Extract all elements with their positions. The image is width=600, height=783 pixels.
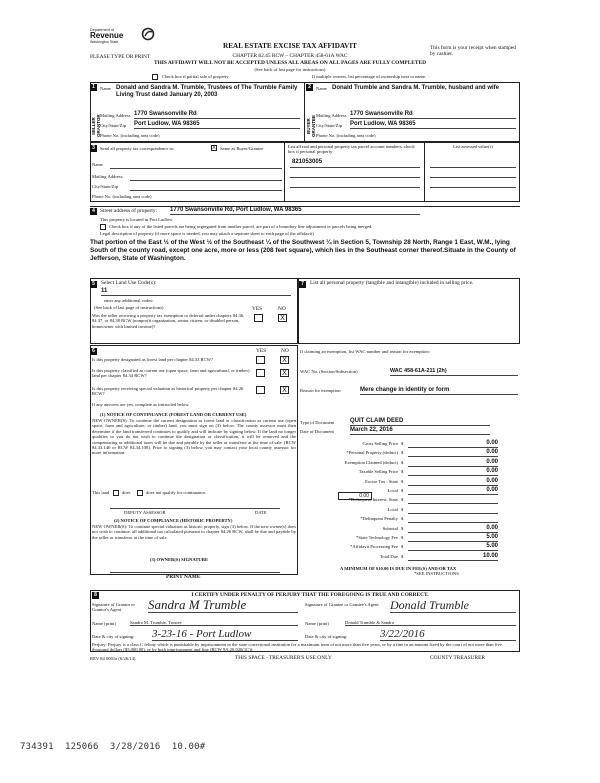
assessed-line bbox=[430, 167, 516, 168]
divider bbox=[424, 142, 425, 202]
buyer-mailing-label: Mailing Address bbox=[316, 113, 347, 118]
exemption-no-checkbox[interactable]: X bbox=[278, 314, 287, 322]
tax-row-label: Taxable Selling Price bbox=[358, 469, 398, 475]
tax-row-currency: $ bbox=[401, 459, 404, 465]
parcel-line bbox=[290, 177, 420, 178]
tax-row-value: 0.00 bbox=[408, 449, 498, 457]
historic-yes-checkbox[interactable] bbox=[256, 386, 265, 394]
grantor-name: Sandra M. Trumble, Trustee bbox=[130, 620, 298, 626]
forest-no-checkbox[interactable]: X bbox=[280, 356, 289, 364]
notice-1-body: NEW OWNER(S): To continue the current designation as forest land or classification as current use (open space, farm and agriculture, or timber) land, you must sign on (3) below. The county assessor must then determine if the land transferred continues to qualify and will indicate by signing below. If the land no longer qualifies or you do not wish to continue the designation or classification, it will be removed and the compensating or additional taxes will be due and payable by the seller or transferor at the time of sale. (RCW 84.33.140 or RCW 84.34.108). Prior to signing (3) below, you may contact your local county assessor for more information. bbox=[92, 418, 296, 456]
tax-row-currency: $ bbox=[401, 553, 404, 559]
partial-sale-label: Check box if partial sale of property bbox=[162, 74, 229, 79]
exemption-reason: Mere change in identity or form bbox=[360, 387, 518, 395]
section-5-no: NO bbox=[278, 306, 286, 312]
tax-row-currency: $ bbox=[401, 516, 404, 522]
forest-yes-checkbox[interactable] bbox=[256, 356, 265, 364]
parcel-number: 821053005 bbox=[292, 159, 323, 165]
exemption-yes-checkbox[interactable] bbox=[254, 314, 263, 322]
tax-row-label: *State Technology Fee bbox=[356, 535, 398, 540]
grantor-signature: Sandra M Trumble bbox=[148, 598, 298, 613]
additional-codes: enter any additional codes: bbox=[104, 298, 154, 303]
tax-row-label: *Delinquent Penalty bbox=[360, 516, 398, 522]
logo-swirl-icon bbox=[141, 27, 155, 41]
tax-row-value: 5.00 bbox=[408, 534, 498, 542]
assessed-line bbox=[430, 177, 516, 178]
buyer-phone-label: Phone No. (including area code) bbox=[316, 133, 376, 138]
wac-label: WAC No. (Section/Subsection) bbox=[300, 369, 358, 374]
seller-side-label: SELLER GRANTOR bbox=[91, 114, 101, 138]
treasurer-use-only: THIS SPACE - TREASURER'S USE ONLY bbox=[235, 655, 332, 661]
land-use-see-back: (See back of last page of instructions) bbox=[94, 305, 164, 310]
multiple-owners-label: If multiple owners, list percentage of ownership next to name. bbox=[312, 74, 427, 79]
divider bbox=[284, 142, 285, 202]
county-treasurer: COUNTY TREASURER bbox=[430, 655, 485, 661]
does-not-checkbox[interactable] bbox=[137, 490, 143, 496]
buyer-city: Port Ludlow, WA 98365 bbox=[350, 121, 516, 129]
personal-property-label: List all personal property (tangible and intangible) included in selling price. bbox=[310, 280, 474, 286]
section-6-no: NO bbox=[281, 348, 289, 354]
section-2-number: 2 bbox=[306, 84, 313, 91]
tax-row-value: 0.00 bbox=[408, 478, 498, 486]
section-6-number: 6 bbox=[90, 348, 97, 355]
recording-stamp: 734391 125066 3/28/2016 10.00# bbox=[20, 742, 206, 752]
please-type: PLEASE TYPE OR PRINT bbox=[90, 54, 151, 60]
historic-question: Is this property receiving special valuation as historical property per chapter 84.26 RCW? bbox=[92, 386, 244, 397]
tax-row-label: *Delinquent Interest: State bbox=[348, 497, 398, 503]
not-accepted-line: THIS AFFIDAVIT WILL NOT BE ACCEPTED UNLESS ALL AREAS ON ALL PAGES ARE FULLY COMPLETED bbox=[153, 60, 426, 66]
seller-city-label: City/State/Zip bbox=[100, 123, 127, 128]
legal-label: Legal description of property (if more space is needed, you may attach a separate sheet to each page of the affidavit) bbox=[100, 231, 314, 236]
grantee-date-label: Date & city of signing: bbox=[305, 634, 348, 639]
grantee-signature: Donald Trumble bbox=[390, 598, 516, 613]
tax-row-value: 0.00 bbox=[408, 487, 498, 495]
owner-signature-label: (3) OWNER(S) SIGNATURE bbox=[150, 557, 209, 562]
correspondence-name-label: Name bbox=[92, 162, 103, 167]
section-7-box bbox=[298, 278, 520, 344]
section-6-box bbox=[90, 345, 298, 575]
tax-row-currency: $ bbox=[401, 488, 404, 493]
historic-no-checkbox[interactable]: X bbox=[280, 386, 289, 394]
section-4-number: 4 bbox=[90, 208, 97, 215]
tax-row-value: 0.00 bbox=[408, 459, 498, 467]
tax-row-value: 5.00 bbox=[408, 543, 498, 551]
tax-row-value: 0.00 bbox=[408, 468, 498, 476]
seller-phone-label: Phone No. (including area code) bbox=[100, 133, 160, 138]
see-instructions: *SEE INSTRUCTIONS bbox=[414, 571, 459, 576]
deputy-assessor-label: DEPUTY ASSESSOR bbox=[124, 510, 166, 515]
section-5-yes: YES bbox=[252, 306, 263, 312]
segregated-checkbox[interactable] bbox=[100, 224, 106, 230]
tax-row-label: Total Due bbox=[379, 553, 398, 559]
parcel-line bbox=[290, 187, 420, 188]
parcel-line bbox=[290, 167, 420, 168]
grantee-name: Donald Trumble & Sandra bbox=[345, 620, 516, 626]
section-5-number: 5 bbox=[90, 281, 97, 288]
section-1-number: 1 bbox=[90, 84, 97, 91]
seller-mailing-label: Mailing Address bbox=[100, 113, 131, 118]
grantee-name-label: Name (print) bbox=[305, 621, 329, 626]
buyer-side-label: BUYER GRANTEE bbox=[306, 115, 316, 138]
correspondence-city-line bbox=[130, 190, 282, 191]
see-back-line: (See back of last page for instructions) bbox=[254, 67, 326, 72]
same-as-buyer-checkbox[interactable]: X bbox=[212, 145, 216, 151]
tax-row-label: Exemption Claimed (deduct) bbox=[344, 459, 398, 465]
land-use-label: Select Land Use Code(s): bbox=[101, 280, 157, 286]
land-use-code: 11 bbox=[101, 288, 291, 296]
assessed-line bbox=[430, 187, 516, 188]
buyer-name: Donald Trumble and Sandra M. Trumble, husband and wife bbox=[332, 85, 500, 91]
reason-label: Reason for exemption bbox=[300, 388, 341, 393]
correspondence-name-line bbox=[110, 168, 282, 169]
tax-row-currency: $ bbox=[401, 525, 404, 531]
correspondence-mailing-label: Mailing Address bbox=[92, 174, 123, 179]
doc-type: QUIT CLAIM DEED bbox=[350, 418, 490, 426]
assessor-line bbox=[110, 508, 280, 509]
notice-2-title: (2) NOTICE OF COMPLIANCE (HISTORIC PROPERTY) bbox=[114, 518, 233, 523]
tax-row-currency: $ bbox=[401, 497, 404, 503]
print-name-label: PRINT NAME bbox=[166, 574, 201, 580]
tax-row-label: Gross Selling Price bbox=[362, 441, 398, 446]
correspondence-phone-label: Phone No. (including area code) bbox=[92, 194, 152, 199]
grantee-date: 3/22/2016 bbox=[380, 628, 516, 641]
logo-main: Revenue bbox=[90, 31, 124, 40]
local-rate-box: 0.00 bbox=[338, 492, 372, 500]
seller-exemption-question: Was the seller receiving a property tax exemption or deferral under chapters 84.36, 84.37, or 84.38 RCW (nonprofit organization, senior citizen, or disabled person, homeowner with limited income)? bbox=[92, 313, 245, 329]
tax-row-label: Local bbox=[387, 488, 398, 493]
current-use-question: Is this property classified as current use (open space, farm and agricultural, or timber) land per chapter 84.34 RCW? bbox=[92, 368, 250, 379]
partial-sale-checkbox[interactable] bbox=[152, 74, 158, 80]
tax-row-currency: $ bbox=[401, 544, 404, 550]
assessor-date-label: DATE bbox=[255, 510, 267, 515]
current-use-no-checkbox[interactable]: X bbox=[280, 369, 289, 377]
notice-1-title: (1) NOTICE OF CONTINUANCE (FOREST LAND OR CURRENT USE) bbox=[100, 412, 247, 417]
minimum-due: A MINIMUM OF $10.00 IS DUE IN FEE(S) AND/OR TAX bbox=[340, 566, 457, 571]
current-use-yes-checkbox[interactable] bbox=[256, 369, 265, 377]
tax-row-label: Excise Tax : State bbox=[365, 478, 398, 484]
buyer-name-label: Name bbox=[316, 86, 327, 91]
tax-row-label: Local bbox=[387, 506, 398, 512]
section-8-number: 8 bbox=[92, 592, 99, 599]
tax-row-value: 0.00 bbox=[408, 440, 498, 448]
tax-row-currency: $ bbox=[401, 469, 404, 475]
tax-row-value: 10.00 bbox=[408, 553, 498, 561]
revenue-logo bbox=[90, 28, 140, 52]
seller-name: Donald and Sandra M. Trumble, Trustees of The Trumble Family Living Trust dated January 20, 2003 bbox=[116, 85, 298, 98]
divider bbox=[304, 82, 305, 142]
logo-top: Department of bbox=[90, 28, 115, 32]
logo-sub: Washington State bbox=[90, 40, 119, 44]
does-not-label: does not qualify for continuance. bbox=[146, 490, 207, 495]
form-title: REAL ESTATE EXCISE TAX AFFIDAVIT bbox=[223, 42, 357, 50]
section-7-number: 7 bbox=[299, 281, 306, 288]
tax-row-value: 0.00 bbox=[408, 525, 498, 533]
grantee-signature-label: Signature of Grantee or Grantee's Agent bbox=[305, 602, 379, 607]
doc-type-label: Type of Document bbox=[300, 420, 335, 425]
buyer-mailing: 1770 Swansonville Rd bbox=[350, 111, 516, 119]
tax-row-label: *Personal Property (deduct) bbox=[346, 450, 398, 456]
grantor-name-label: Name (print) bbox=[92, 621, 116, 626]
correspondence-mailing-line bbox=[130, 180, 282, 181]
tax-row-currency: $ bbox=[401, 535, 404, 540]
tax-row-value bbox=[408, 496, 498, 504]
section-6-yes: YES bbox=[256, 348, 267, 354]
tax-row-value bbox=[408, 515, 498, 523]
street-address: 1770 Swansonville Rd, Port Ludlow, WA 98365 bbox=[170, 207, 420, 215]
does-label: does bbox=[122, 490, 131, 495]
certify-line: I CERTIFY UNDER PENALTY OF PERJURY THAT THE FOREGOING IS TRUE AND CORRECT. bbox=[191, 592, 429, 598]
assessed-header: List assessed value(s) bbox=[453, 144, 493, 149]
tax-row-currency: $ bbox=[401, 478, 404, 484]
chapter-line: CHAPTER 82.45 RCW – CHAPTER 458-61A WAC bbox=[232, 53, 348, 59]
perjury-notice: Perjury: Perjury is a class C felony which is punishable by imprisonment in the state correctional institution for a maximum term of not more than five years, or by a fine in an amount fixed by the court of not more than five thousand dollars ($5,000.00), or by both imprisonment and fine (RCW 9A.20.020(1C)). bbox=[92, 642, 502, 653]
located-line: This property is located in Port Ludlow bbox=[100, 217, 173, 222]
parcel-header: List all real and personal property tax parcel account numbers–check box if personal property bbox=[288, 144, 415, 155]
this-land-label: This land bbox=[92, 490, 110, 495]
send-correspondence-label: Send all property tax correspondence to: bbox=[100, 146, 175, 151]
seller-name-label: Name bbox=[100, 86, 111, 91]
segregated-label: Check box if any of the listed parcels are being segregated from another parcel, are part of a boundary line adjustment or parcels being merged. bbox=[109, 224, 373, 229]
tax-row-value bbox=[408, 506, 498, 514]
if-yes-line: If any answers are yes, complete as instructed below. bbox=[92, 402, 190, 407]
legal-description: That portion of the East ½ of the West ½ of the Southeast ¼ of the Southwest ¼ in Section 5, Township 28 North, Range 1 East, W.M., lying South of the county road, except one acre, more or less (208 feet square), which lies in the Southeast corner thereof.Situate in the County of Jefferson, State of Washington. bbox=[90, 239, 516, 262]
receipt-note: This form is your receipt when stamped by cashier. bbox=[430, 45, 516, 58]
seller-city: Port Ludlow, WA 98365 bbox=[134, 121, 300, 129]
grantor-date: 3-23-16 - Port Ludlow bbox=[152, 628, 298, 641]
does-checkbox[interactable] bbox=[113, 490, 119, 496]
doc-date: March 22, 2016 bbox=[350, 427, 490, 435]
notice-2-body: NEW OWNER(S): To continue special valuation as historic property, sign (3) below. If the new owner(s) does not wish to continue, all additional tax calculated pursuant to chapter 84.26 RCW, shall be due and payable by the seller or transferor at the time of sale. bbox=[92, 524, 296, 540]
tax-row-currency: $ bbox=[401, 450, 404, 456]
wac-number: WAC 458-61A-211 (2h) bbox=[390, 368, 518, 376]
buyer-city-label: City/State/Zip bbox=[316, 123, 343, 128]
correspondence-city-label: City/State/Zip bbox=[92, 184, 119, 189]
exemption-label: If claiming an exemption, list WAC number and reason for exemption: bbox=[300, 349, 430, 354]
grantor-signature-label: Signature of Grantor or Grantor's Agent bbox=[92, 602, 135, 613]
tax-row-currency: $ bbox=[401, 506, 404, 512]
tax-row-currency: $ bbox=[401, 441, 404, 446]
seller-mailing: 1770 Swansonville Rd bbox=[134, 111, 300, 119]
tax-row-label: *Affidavit Processing Fee bbox=[350, 544, 398, 550]
street-label: Street address of property: bbox=[100, 208, 158, 214]
forest-question: Is this property designated as forest land per chapter 84.33 RCW? bbox=[92, 357, 214, 362]
doc-date-label: Date of Document bbox=[300, 429, 334, 434]
rev-number: REV 84 0001a (6/26/14) bbox=[90, 656, 136, 661]
print-name-line bbox=[110, 572, 280, 573]
grantor-date-label: Date & city of signing: bbox=[92, 634, 135, 639]
section-3-number: 3 bbox=[90, 145, 97, 152]
same-as-buyer-label: Same as Buyer/Grantee bbox=[220, 146, 264, 151]
tax-row-label: Subtotal bbox=[382, 525, 398, 531]
